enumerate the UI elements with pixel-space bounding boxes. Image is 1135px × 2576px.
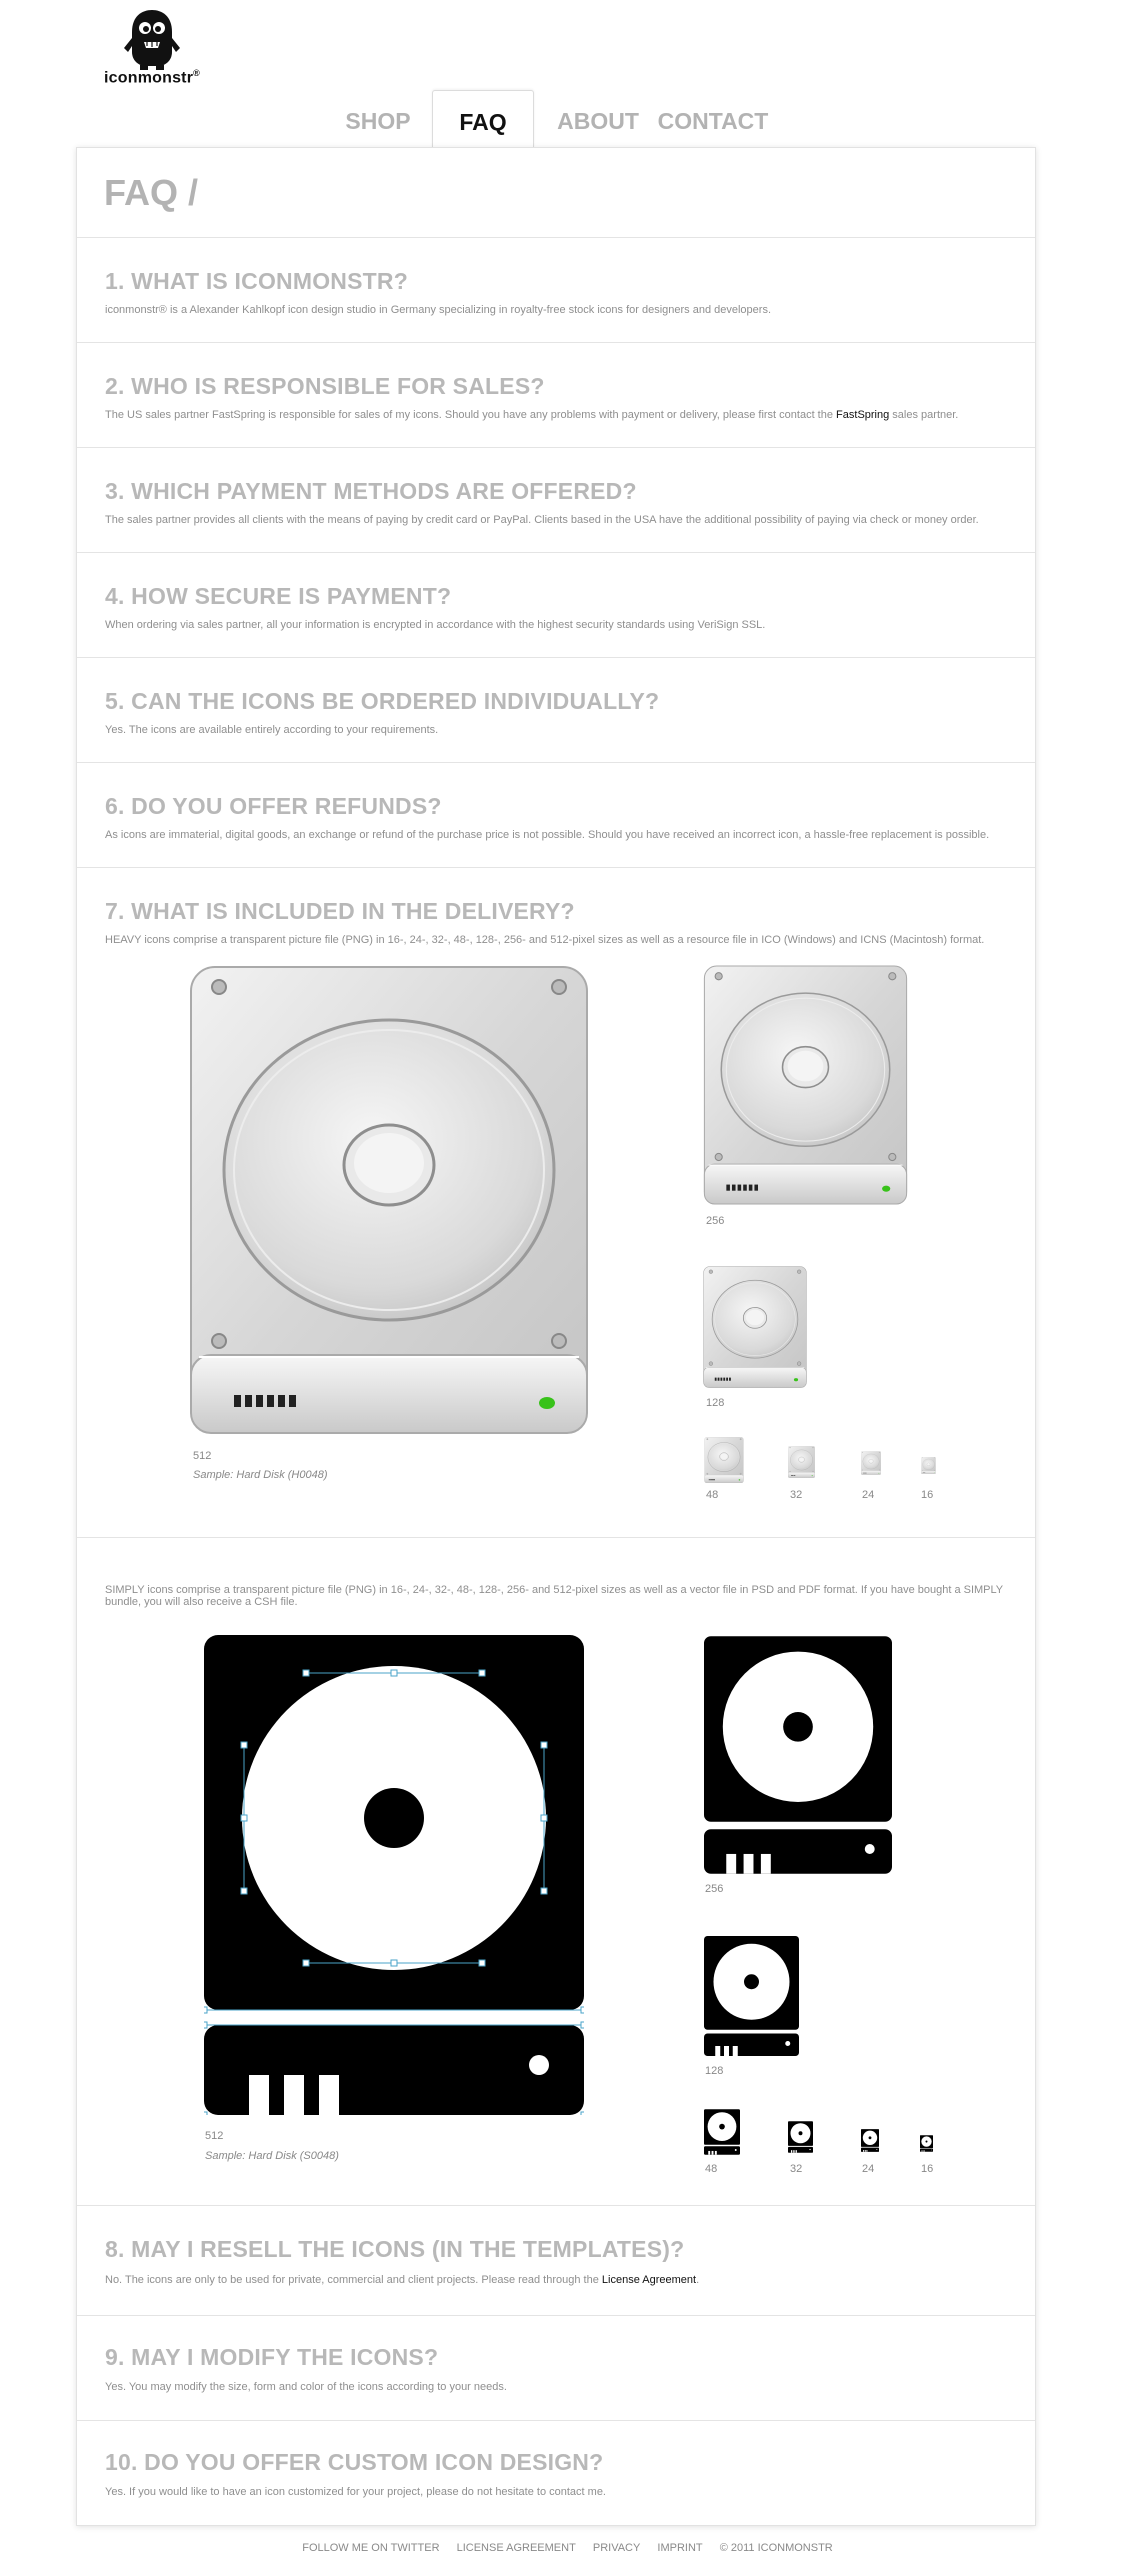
faq-answer: iconmonstr® is a Alexander Kahlkopf icon design studio in Germany specializing in royalty-free stock icons for designers and developers. (105, 304, 771, 316)
faq-question: 4. HOW SECURE IS PAYMENT? (105, 583, 452, 609)
faq-item-8 (77, 2206, 1035, 2316)
size-label-256: 256 (705, 1883, 724, 1895)
faq-answer: Yes. If you would like to have an icon customized for your project, please do not hesitate to contact me. (105, 2486, 606, 2498)
faq-question: 1. WHAT IS ICONMONSTR? (105, 268, 408, 294)
size-label-48: 48 (705, 2163, 718, 2175)
footer (0, 2542, 1135, 2554)
hard-disk-simply-16-icon (920, 2135, 933, 2152)
size-label-16: 16 (921, 2163, 934, 2175)
faq-answer: No. The icons are only to be used for private, commercial and client projects. Please read through the License Agreement. (105, 2274, 700, 2286)
hard-disk-simply-32-icon (788, 2121, 813, 2153)
footer-imprint-link[interactable]: IMPRINT (657, 2542, 703, 2554)
size-label-24: 24 (862, 2163, 875, 2175)
nav-faq[interactable]: FAQ (432, 90, 534, 149)
size-label-48: 48 (706, 1489, 719, 1501)
simply-description-line1: SIMPLY icons comprise a transparent picture file (PNG) in 16-, 24-, 32-, 48-, 128-, 256- and 512-pixel sizes as well as a vector file in PSD and PDF format. If you have bought a SIMPLY (105, 1584, 1004, 1596)
footer-copyright: © 2011 ICONMONSTR (719, 2542, 833, 2554)
size-label-32: 32 (790, 1489, 803, 1501)
size-label-256: 256 (706, 1215, 725, 1227)
hard-disk-heavy-256-icon (703, 965, 908, 1205)
faq-answer: The US sales partner FastSpring is responsible for sales of my icons. Should you have any problems with payment or delivery, please first contact the FastSpring sales partner. (105, 409, 959, 421)
hard-disk-heavy-128-icon (703, 1266, 807, 1388)
faq-panel (76, 147, 1036, 2526)
faq-item-9 (77, 2316, 1035, 2421)
nav-shop[interactable]: SHOP (345, 108, 411, 134)
hard-disk-heavy-48-icon (704, 1437, 744, 1483)
simply-description-line2: bundle, you will also receive a CSH file. (105, 1596, 298, 1608)
sample-caption: Sample: Hard Disk (S0048) (205, 2150, 339, 2162)
faq-question: 3. WHICH PAYMENT METHODS ARE OFFERED? (105, 478, 637, 504)
page-title: FAQ / (104, 172, 199, 213)
logo[interactable] (98, 8, 218, 96)
hard-disk-simply-256-icon (704, 1635, 892, 1875)
faq-question: 7. WHAT IS INCLUDED IN THE DELIVERY? (105, 898, 575, 924)
faq-item-10 (77, 2421, 1035, 2525)
faq-answer: As icons are immaterial, digital goods, an exchange or refund of the purchase price is not possible. Should you have received an incorrect icon, a hassle-free replacement is possible. (105, 829, 990, 841)
nav-contact[interactable]: CONTACT (657, 108, 769, 134)
faq-question: 10. DO YOU OFFER CUSTOM ICON DESIGN? (105, 2449, 604, 2475)
faq-item-6 (77, 763, 1035, 868)
faq-question: 8. MAY I RESELL THE ICONS (IN THE TEMPLATES)? (105, 2236, 685, 2262)
size-label-512: 512 (193, 1450, 212, 1462)
main-nav (0, 90, 1135, 148)
faq-question: 2. WHO IS RESPONSIBLE FOR SALES? (105, 373, 545, 399)
footer-privacy-link[interactable]: PRIVACY (592, 2542, 641, 2554)
faq-item-5 (77, 658, 1035, 763)
logo-wordmark: iconmonstr® (104, 68, 200, 87)
sample-caption: Sample: Hard Disk (H0048) (193, 1469, 328, 1481)
hard-disk-heavy-16-icon (921, 1457, 936, 1474)
hard-disk-simply-128-icon (704, 1936, 799, 2056)
size-label-512: 512 (205, 2130, 224, 2142)
size-label-128: 128 (705, 2065, 724, 2077)
faq-item-7 (77, 868, 1035, 1538)
simply-icons-section (77, 1538, 1035, 2206)
faq-question: 6. DO YOU OFFER REFUNDS? (105, 793, 442, 819)
hard-disk-simply-24-icon (861, 2129, 879, 2152)
faq-answer: Yes. You may modify the size, form and color of the icons according to your needs. (105, 2381, 507, 2393)
faq-question: 9. MAY I MODIFY THE ICONS? (105, 2344, 439, 2370)
hard-disk-heavy-24-icon (861, 1451, 881, 1475)
faq-item-3 (77, 448, 1035, 553)
size-label-24: 24 (862, 1489, 875, 1501)
page-title-section (77, 148, 1035, 238)
size-label-16: 16 (921, 1489, 934, 1501)
faq-item-2 (77, 343, 1035, 448)
hard-disk-simply-48-icon (704, 2109, 740, 2155)
monster-logo-icon (122, 8, 182, 70)
footer-twitter-link[interactable]: FOLLOW ME ON TWITTER (302, 2542, 440, 2554)
fastspring-link[interactable]: FastSpring (836, 409, 890, 421)
faq-item-4 (77, 553, 1035, 658)
faq-question: 5. CAN THE ICONS BE ORDERED INDIVIDUALLY? (105, 688, 660, 714)
hard-disk-heavy-512-icon (189, 965, 589, 1435)
faq-answer: The sales partner provides all clients with the means of paying by credit card or PayPal. Clients based in the USA have the additional possibility of paying via check or money order. (105, 514, 979, 526)
faq-answer: Yes. The icons are available entirely according to your requirements. (105, 724, 439, 736)
faq-item-1 (77, 238, 1035, 343)
faq-answer: HEAVY icons comprise a transparent picture file (PNG) in 16-, 24-, 32-, 48-, 128-, 256- and 512-pixel sizes as well as a resource file in ICO (Windows) and ICNS (Macintosh) format. (105, 934, 985, 946)
license-agreement-link[interactable]: License Agreement (601, 2274, 697, 2286)
footer-license-link[interactable]: LICENSE AGREEMENT (456, 2542, 576, 2554)
nav-about[interactable]: ABOUT (557, 108, 639, 134)
size-label-128: 128 (706, 1397, 725, 1409)
faq-answer: When ordering via sales partner, all your information is encrypted in accordance with the highest security standards using VeriSign SSL. (105, 619, 766, 631)
size-label-32: 32 (790, 2163, 803, 2175)
hard-disk-heavy-32-icon (788, 1446, 815, 1478)
hard-disk-simply-512-icon (204, 1635, 584, 2115)
